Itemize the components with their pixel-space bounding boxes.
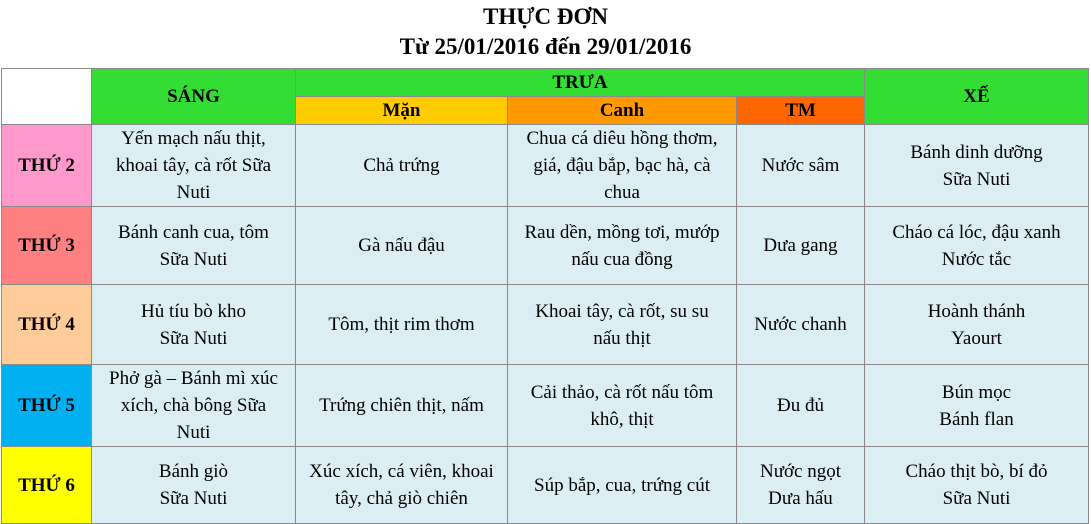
cell-canh (508, 207, 737, 285)
cell-line: Sữa Nuti (942, 488, 1011, 509)
header-canh: Canh (508, 97, 737, 125)
cell-line: Chả trứng (363, 155, 440, 176)
cell-tm (737, 285, 865, 365)
menu-row (2, 207, 1089, 285)
cell-line: Dưa hấu (768, 488, 833, 509)
cell-sang (92, 365, 296, 447)
cell-line: Bánh canh cua, tôm (118, 221, 269, 243)
header-man: Mặn (296, 97, 508, 125)
page-subtitle: Từ 25/01/2016 đến 29/01/2016 (399, 34, 692, 59)
cell-xe (865, 125, 1089, 207)
cell-tm (737, 365, 865, 447)
cell-tm (737, 447, 865, 524)
cell-line: giá, đậu bắp, bạc hà, cà (533, 155, 711, 176)
cell-xe (865, 365, 1089, 447)
cell-sang (92, 207, 296, 285)
cell-line: Hủ tíu bò kho (140, 300, 247, 322)
day-label: THỨ 5 (2, 365, 92, 447)
cell-line: Tôm, thịt rim thơm (328, 314, 475, 335)
menu-row (2, 447, 1089, 524)
cell-xe (865, 447, 1089, 524)
cell-line: nấu thịt (593, 327, 651, 349)
cell-canh (508, 447, 737, 524)
cell-sang (92, 285, 296, 365)
header-row-top (2, 69, 1089, 97)
cell-line: Phở gà – Bánh mì xúc (109, 368, 278, 389)
cell-line: Bún mọc (941, 381, 1012, 403)
day-label: THỨ 4 (2, 285, 92, 365)
menu-row (2, 365, 1089, 447)
header-trua: TRƯA (296, 69, 865, 97)
cell-man (296, 207, 508, 285)
day-label: THỨ 2 (2, 125, 92, 207)
cell-man (296, 447, 508, 524)
cell-line: Cháo cá lóc, đậu xanh (892, 221, 1061, 243)
day-label: THỨ 6 (2, 447, 92, 524)
cell-line: Nước ngọt (759, 461, 842, 482)
cell-line: Bánh flan (939, 408, 1014, 430)
cell-line: Sữa Nuti (942, 168, 1011, 190)
cell-xe (865, 207, 1089, 285)
cell-line: Yaourt (951, 327, 1002, 349)
cell-line: nấu cua đồng (571, 248, 673, 270)
cell-line: Yến mạch nấu thịt, (121, 128, 266, 149)
cell-line: Nước chanh (754, 314, 847, 335)
cell-tm (737, 125, 865, 207)
cell-line: Cải thảo, cà rốt nấu tôm (530, 381, 714, 403)
cell-sang (92, 447, 296, 524)
cell-line: chua (604, 182, 640, 203)
cell-line: Sữa Nuti (159, 248, 228, 270)
cell-line: Chua cá diêu hồng thơm, (526, 128, 718, 149)
cell-line: Bánh dinh dưỡng (910, 141, 1043, 163)
header-xe: XẾ (865, 69, 1089, 125)
cell-man (296, 125, 508, 207)
cell-line: Gà nấu đậu (358, 235, 445, 256)
cell-line: Bánh giò (158, 461, 229, 482)
cell-line: Súp bắp, cua, trứng cút (534, 474, 710, 496)
cell-line: xích, chà bông Sữa (120, 395, 267, 416)
cell-line: khô, thịt (590, 408, 654, 430)
cell-line: khoai tây, cà rốt Sữa (115, 155, 272, 176)
cell-line: Nuti (176, 182, 211, 203)
cell-line: Sữa Nuti (159, 488, 228, 509)
cell-line: Nước sâm (761, 155, 840, 176)
cell-line: Rau dền, mồng tơi, mướp (524, 221, 720, 243)
cell-line: tây, chả giò chiên (335, 488, 468, 509)
menu-row (2, 125, 1089, 207)
cell-canh (508, 365, 737, 447)
cell-line: Cháo thịt bò, bí đỏ (905, 461, 1048, 482)
menu-table (1, 68, 1089, 524)
cell-man (296, 285, 508, 365)
cell-line: Nuti (176, 422, 211, 443)
menu-row (2, 285, 1089, 365)
header-corner (2, 69, 92, 125)
cell-line: Trứng chiên thịt, nấm (319, 395, 484, 416)
page-title: THỰC ĐƠN (482, 4, 608, 29)
cell-line: Đu đủ (777, 395, 824, 416)
cell-line: Khoai tây, cà rốt, su su (535, 300, 709, 322)
cell-sang (92, 125, 296, 207)
cell-canh (508, 285, 737, 365)
day-label: THỨ 3 (2, 207, 92, 285)
header-sang: SÁNG (92, 69, 296, 125)
cell-line: Hoành thánh (927, 300, 1026, 322)
cell-line: Nước tắc (941, 248, 1012, 270)
cell-man (296, 365, 508, 447)
cell-tm (737, 207, 865, 285)
cell-line: Dưa gang (763, 235, 838, 256)
cell-line: Sữa Nuti (159, 327, 228, 349)
cell-xe (865, 285, 1089, 365)
cell-line: Xúc xích, cá viên, khoai (309, 461, 494, 482)
cell-canh (508, 125, 737, 207)
header-tm: TM (737, 97, 865, 125)
